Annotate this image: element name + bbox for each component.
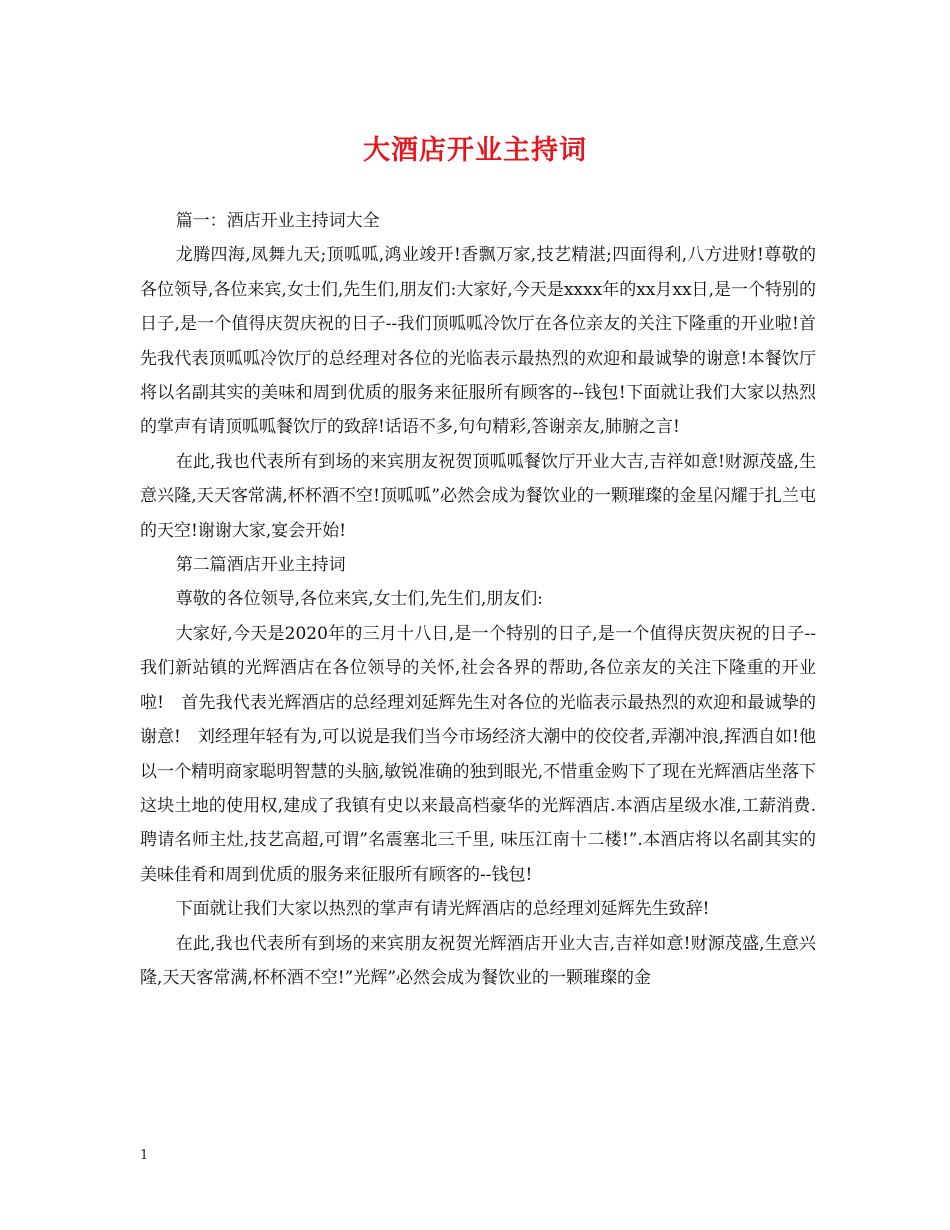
section-heading-1: 篇一：酒店开业主持词大全 (175, 211, 380, 231)
paragraph-congratulation-2: 在此,我也代表所有到场的来宾朋友祝贺光辉酒店开业大吉,吉祥如意!财源茂盛,生意兴隆,天天客常满,杯杯酒不空!”光辉”必然会成为餐饮业的一颗璀璨的金 (140, 933, 816, 988)
document-title: 大酒店开业主持词 (363, 135, 587, 166)
section-heading-2: 第二篇酒店开业主持词 (175, 555, 346, 576)
document-body (140, 204, 816, 995)
paragraph-invitation: 下面就让我们大家以热烈的掌声有请光辉酒店的总经理刘延辉先生致辞! (175, 899, 710, 920)
page-number: 1 (140, 1148, 149, 1163)
paragraph-opening: 龙腾四海,凤舞九天;顶呱呱,鸿业竣开!香飘万家,技艺精湛;四面得利,八方进财!尊敬的各位领导,各位来宾,女士们,先生们,朋友们:大家好,今天是xxxx年的xx月xx日,是一个特别的日子,是一个值得庆贺庆祝的日子--我们顶呱呱冷饮厅在各位亲友的关注下隆重的开业啦!首先我代表顶呱呱冷饮厅的总经理对各位的光临表示最热烈的欢迎和最诚挚的谢意!本餐饮厅将以名副其实的美味和周到优质的服务来征服所有顾客的--钱包!下面就让我们大家以热烈的掌声有请顶呱呱餐饮厅的致辞!话语不多,句句精彩,答谢亲友,肺腑之言! (140, 245, 816, 438)
paragraph-congratulation-1: 在此,我也代表所有到场的来宾朋友祝贺顶呱呱餐饮厅开业大吉,吉祥如意!财源茂盛,生意兴隆,天天客常满,杯杯酒不空!顶呱呱”必然会成为餐饮业的一颗璀璨的金星闪耀于扎兰屯的天空!谢谢大家,宴会开始! (140, 451, 816, 541)
paragraph-main-speech: 大家好,今天是2020年的三月十八日,是一个特别的日子,是一个值得庆贺庆祝的日子--我们新站镇的光辉酒店在各位领导的关怀,社会各界的帮助,各位亲友的关注下隆重的开业啦! 首先我代表光辉酒店的总经理刘延辉先生对各位的光临表示最热烈的欢迎和最诚挚的谢意! 刘经理年轻有为,可以说是我们当今市场经济大潮中的佼佼者,弄潮冲浪,挥洒自如!他以一个精明商家聪明智慧的头脑,敏锐准确的独到眼光,不惜重金购下了现在光辉酒店坐落下这块土地的使用权,建成了我镇有史以来最高档豪华的光辉酒店.本酒店星级水准,工薪消费.聘请名师主灶,技艺高超,可谓”名震塞北三千里, 味压江南十二楼!”.本酒店将以名副其实的美味佳肴和周到优质的服务来征服所有顾客的--钱包! (140, 623, 816, 885)
paragraph-salutation: 尊敬的各位领导,各位来宾,女士们,先生们,朋友们: (175, 589, 544, 610)
